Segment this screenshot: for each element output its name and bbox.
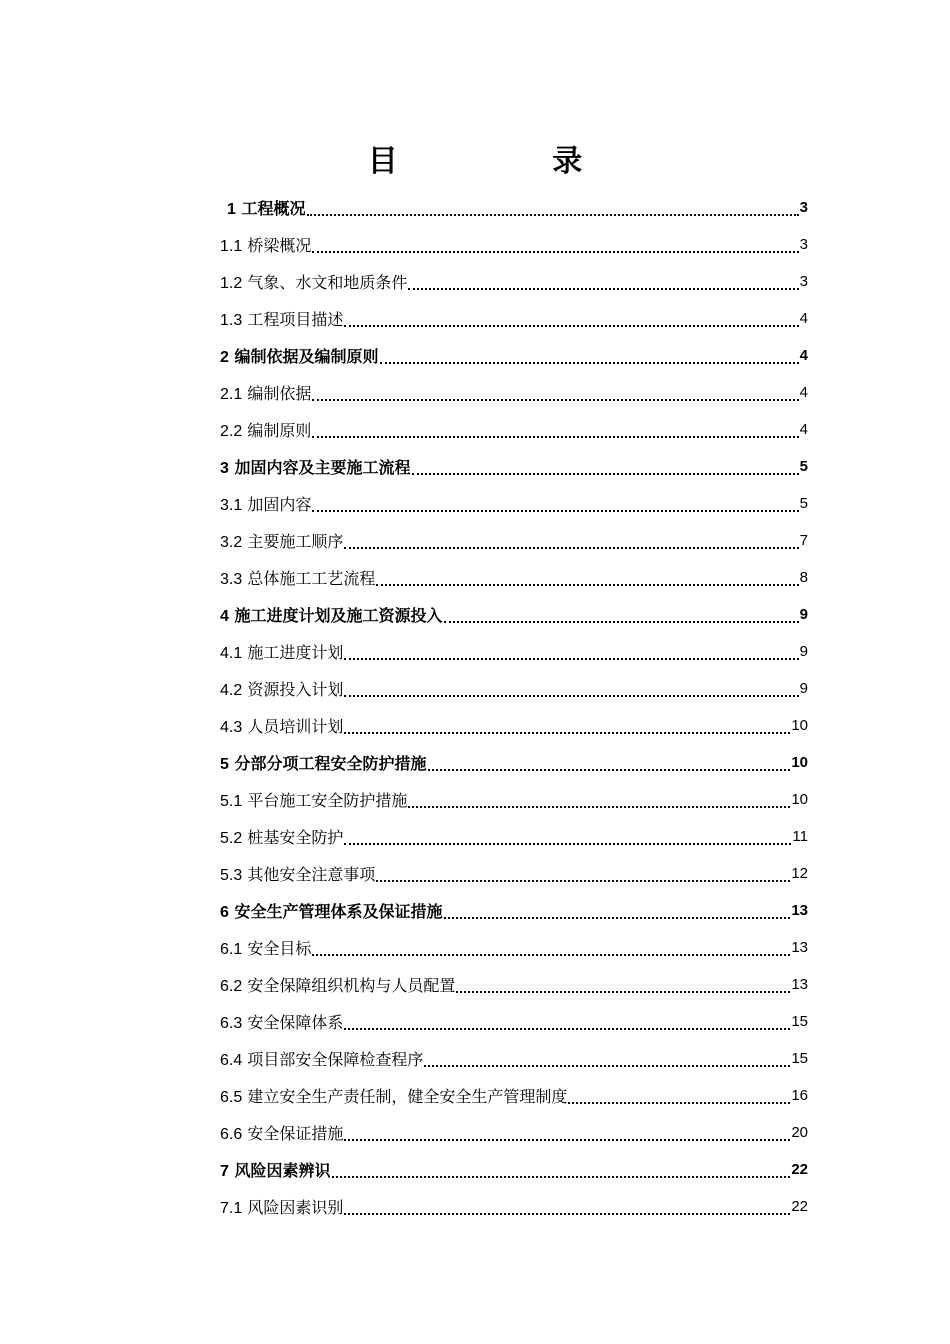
toc-page-number: 13: [791, 976, 808, 993]
toc-entry-label: [220, 862, 375, 885]
toc-entry-text: 桥梁概况: [247, 236, 312, 255]
toc-dot-leader: [344, 677, 798, 697]
toc-dot-leader: [312, 492, 798, 512]
toc-page-number: 10: [791, 791, 808, 808]
toc-section-entry[interactable]: [220, 1077, 808, 1114]
toc-entry-number: 3.1: [220, 497, 243, 514]
toc-page-number: 16: [791, 1087, 808, 1104]
toc-page-number: 22: [791, 1198, 808, 1215]
toc-page-number: 5: [799, 495, 808, 512]
toc-chapter-entry[interactable]: [220, 892, 808, 929]
toc-entry-text: 编制依据: [247, 384, 312, 403]
toc-entry-label: [220, 899, 443, 922]
toc-dot-leader: [408, 788, 790, 808]
toc-entry-text: 其他安全注意事项: [247, 865, 376, 884]
toc-page-number: 9: [799, 606, 808, 623]
toc-entry-number: 2.1: [220, 386, 243, 403]
toc-entry-text: 气象、水文和地质条件: [247, 273, 408, 292]
toc-entry-text: 安全保证措施: [247, 1124, 344, 1143]
toc-entry-label: [220, 1195, 343, 1218]
toc-entry-label: [220, 344, 379, 367]
toc-section-entry[interactable]: [220, 1040, 808, 1077]
toc-entry-label: [220, 418, 311, 441]
toc-entry-label: [220, 603, 443, 626]
toc-entry-text: 项目部安全保障检查程序: [247, 1050, 424, 1069]
toc-entry-number: 1: [227, 201, 236, 218]
toc-entry-label: [220, 233, 311, 256]
toc-dot-leader: [344, 529, 798, 549]
toc-entry-text: 主要施工顺序: [247, 532, 344, 551]
toc-entry-text: 安全生产管理体系及保证措施: [234, 902, 443, 921]
toc-chapter-entry[interactable]: [220, 448, 808, 485]
toc-page-number: 4: [799, 347, 808, 364]
toc-page-number: 20: [791, 1124, 808, 1141]
toc-entry-number: 5: [220, 756, 229, 773]
toc-dot-leader: [307, 196, 799, 216]
toc-page-number: 4: [799, 421, 808, 438]
toc-entry-number: 2: [220, 349, 229, 366]
toc-page-number: 12: [791, 865, 808, 882]
toc-entry-label: [220, 1084, 567, 1107]
toc-section-entry[interactable]: [220, 226, 808, 263]
toc-entry-number: 6: [220, 904, 229, 921]
toc-entry-text: 安全保障组织机构与人员配置: [247, 976, 456, 995]
toc-page-number: 15: [791, 1050, 808, 1067]
toc-entry-label: [220, 714, 343, 737]
toc-page-number: 10: [791, 754, 808, 771]
toc-entry-number: 3: [220, 460, 229, 477]
page-title: 目 录: [367, 144, 655, 179]
toc-entry-text: 编制依据及编制原则: [234, 347, 379, 366]
toc-section-entry[interactable]: [220, 485, 808, 522]
toc-dot-leader: [344, 307, 798, 327]
toc-page-number: 10: [791, 717, 808, 734]
toc-page-number: 22: [791, 1161, 808, 1178]
toc-page-number: 9: [799, 643, 808, 660]
toc-entry-text: 资源投入计划: [247, 680, 344, 699]
toc-entry-label: [220, 566, 375, 589]
toc-section-entry[interactable]: [220, 411, 808, 448]
toc-entry-label: [220, 455, 411, 478]
toc-dot-leader: [312, 936, 790, 956]
toc-dot-leader: [344, 714, 790, 734]
toc-dot-leader: [344, 1195, 790, 1215]
toc-entry-number: 6.5: [220, 1089, 243, 1106]
toc-dot-leader: [380, 344, 799, 364]
toc-dot-leader: [568, 1084, 790, 1104]
toc-entry-text: 安全保障体系: [247, 1013, 344, 1032]
toc-section-entry[interactable]: [220, 707, 808, 744]
toc-dot-leader: [444, 899, 791, 919]
toc-dot-leader: [412, 455, 799, 475]
toc-entry-text: 风险因素辨识: [234, 1161, 331, 1180]
toc-dot-leader: [444, 603, 799, 623]
toc-dot-leader: [456, 973, 790, 993]
toc-entry-number: 4: [220, 608, 229, 625]
toc-page-number: 4: [799, 384, 808, 401]
toc-entry-text: 加固内容及主要施工流程: [234, 458, 411, 477]
toc-entry-number: 4.3: [220, 719, 243, 736]
toc-entry-number: 4.2: [220, 682, 243, 699]
toc-section-entry[interactable]: [220, 781, 808, 818]
toc-page-number: 15: [791, 1013, 808, 1030]
toc-page-number: 7: [799, 532, 808, 549]
toc-dot-leader: [312, 418, 798, 438]
toc-section-entry[interactable]: [220, 1188, 808, 1225]
toc-entry-number: 3.3: [220, 571, 243, 588]
toc-entry-number: 5.1: [220, 793, 243, 810]
toc-page-number: 5: [799, 458, 808, 475]
toc-entry-label: [220, 936, 311, 959]
toc-dot-leader: [312, 233, 798, 253]
toc-entry-number: 6.6: [220, 1126, 243, 1143]
toc-entry-number: 6.2: [220, 978, 243, 995]
toc-entry-text: 桩基安全防护: [247, 828, 344, 847]
toc-entry-number: 7.1: [220, 1200, 243, 1217]
toc-chapter-entry[interactable]: [220, 1151, 808, 1188]
toc-entry-label: [220, 381, 311, 404]
toc-dot-leader: [332, 1158, 791, 1178]
toc-entry-label: [220, 529, 343, 552]
toc-entry-label: [220, 751, 427, 774]
toc-dot-leader: [428, 751, 791, 771]
toc-section-entry[interactable]: [220, 855, 808, 892]
toc-dot-leader: [312, 381, 798, 401]
toc-entry-number: 1.1: [220, 238, 243, 255]
toc-section-entry[interactable]: [220, 929, 808, 966]
toc-entry-text: 人员培训计划: [247, 717, 344, 736]
toc-entry-text: 安全目标: [247, 939, 312, 958]
toc-page-number: 3: [799, 236, 808, 253]
toc-entry-label: [220, 270, 407, 293]
toc-entry-number: 1.3: [220, 312, 243, 329]
toc-section-entry[interactable]: [220, 966, 808, 1003]
toc-page-number: 8: [799, 569, 808, 586]
toc-section-entry[interactable]: [220, 522, 808, 559]
toc-chapter-entry[interactable]: [220, 337, 808, 374]
toc-entry-label: [220, 307, 343, 330]
toc-section-entry[interactable]: [220, 670, 808, 707]
toc-page-number: 11: [792, 828, 808, 845]
toc-entry-label: [220, 677, 343, 700]
toc-entry-text: 工程项目描述: [247, 310, 344, 329]
toc-entry-number: 6.1: [220, 941, 243, 958]
toc-dot-leader: [376, 566, 798, 586]
toc-entry-number: 1.2: [220, 275, 243, 292]
toc-entry-text: 施工进度计划: [247, 643, 344, 662]
toc-entry-text: 加固内容: [247, 495, 312, 514]
toc-entry-number: 3.2: [220, 534, 243, 551]
toc-section-entry[interactable]: [220, 818, 808, 855]
toc-entry-number: 5.2: [220, 830, 243, 847]
toc-dot-leader: [376, 862, 790, 882]
toc-dot-leader: [344, 1121, 790, 1141]
toc-chapter-entry[interactable]: [220, 744, 808, 781]
toc-entry-label: [220, 640, 343, 663]
toc-entry-text: 施工进度计划及施工资源投入: [234, 606, 443, 625]
toc-entry-number: 6.3: [220, 1015, 243, 1032]
toc-entry-number: 4.1: [220, 645, 243, 662]
toc-page-number: 13: [791, 939, 808, 956]
toc-section-entry[interactable]: [220, 559, 808, 596]
toc-section-entry[interactable]: [220, 633, 808, 670]
toc-page-number: 4: [799, 310, 808, 327]
toc-page-number: 3: [799, 273, 808, 290]
toc-entry-text: 平台施工安全防护措施: [247, 791, 408, 810]
table-of-contents: [220, 189, 808, 1225]
toc-dot-leader: [344, 640, 798, 660]
toc-entry-label: [220, 788, 407, 811]
toc-section-entry[interactable]: [220, 374, 808, 411]
toc-entry-number: 6.4: [220, 1052, 243, 1069]
toc-entry-text: 风险因素识别: [247, 1198, 344, 1217]
toc-entry-label: [220, 1121, 343, 1144]
toc-entry-label: [220, 825, 343, 848]
toc-page-number: 3: [799, 199, 808, 216]
toc-dot-leader: [344, 825, 791, 845]
toc-dot-leader: [424, 1047, 790, 1067]
toc-entry-text: 建立安全生产责任制，健全安全生产管理制度: [247, 1087, 568, 1106]
toc-entry-text: 编制原则: [247, 421, 312, 440]
toc-section-entry[interactable]: [220, 1114, 808, 1151]
toc-entry-number: 7: [220, 1163, 229, 1180]
toc-entry-label: [220, 196, 306, 219]
toc-dot-leader: [408, 270, 798, 290]
toc-dot-leader: [344, 1010, 790, 1030]
toc-entry-number: 2.2: [220, 423, 243, 440]
toc-section-entry[interactable]: [220, 263, 808, 300]
toc-entry-text: 工程概况: [241, 199, 306, 218]
toc-chapter-entry[interactable]: [220, 189, 808, 226]
toc-page-number: 13: [791, 902, 808, 919]
toc-entry-text: 分部分项工程安全防护措施: [234, 754, 427, 773]
toc-section-entry[interactable]: [220, 300, 808, 337]
toc-entry-label: [220, 492, 311, 515]
toc-page-number: 9: [799, 680, 808, 697]
toc-entry-text: 总体施工工艺流程: [247, 569, 376, 588]
toc-chapter-entry[interactable]: [220, 596, 808, 633]
toc-entry-label: [220, 1158, 331, 1181]
toc-entry-label: [220, 1047, 423, 1070]
toc-section-entry[interactable]: [220, 1003, 808, 1040]
toc-entry-label: [220, 1010, 343, 1033]
toc-entry-label: [220, 973, 455, 996]
toc-entry-number: 5.3: [220, 867, 243, 884]
